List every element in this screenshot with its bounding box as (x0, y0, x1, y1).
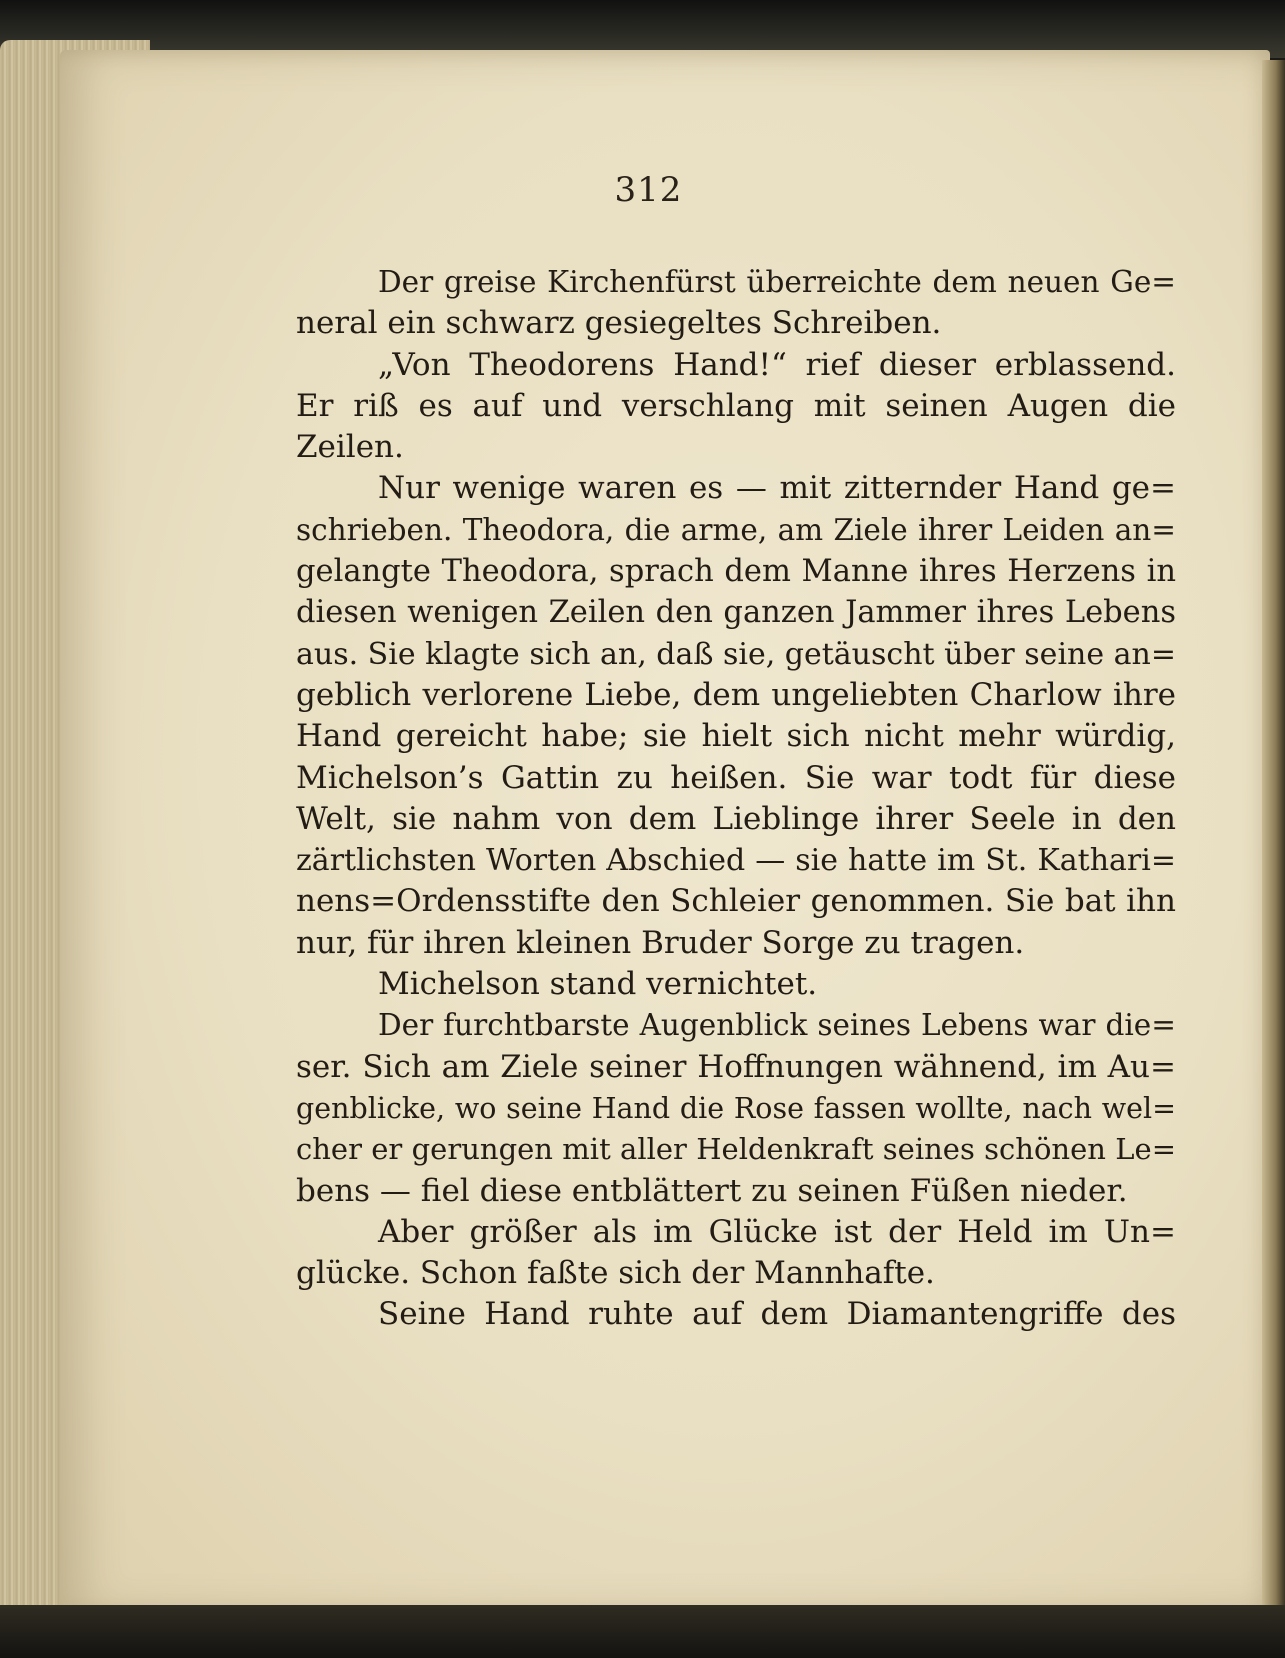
text-line: Zeilen. (296, 429, 404, 466)
text-line: bens — fiel diese entblättert zu seinen Füßen nieder. (296, 1172, 1128, 1209)
text-line: schrieben. Theodora, die arme, am Ziele ihrer Leiden an= (296, 512, 1176, 547)
text-line: gelangte Theodora, sprach dem Manne ihres Herzens in (296, 554, 1176, 590)
text-line: Er riß es auf und verschlang mit seinen Augen die (296, 387, 1176, 424)
text-line: Welt, sie nahm von dem Lieblinge ihrer Seele in den (296, 800, 1176, 837)
text-line: nens=Ordensstifte den Schleier genommen. Sie bat ihn (296, 883, 1176, 920)
text-line: zärtlichsten Worten Abschied — sie hatte im St. Kathari= (296, 843, 1176, 879)
text-line: cher er gerungen mit aller Heldenkraft seines schönen Le= (296, 1132, 1176, 1167)
text-line: Hand gereicht habe; sie hielt sich nicht mehr würdig, (296, 718, 1176, 755)
text-line: genblicke, wo seine Hand die Rose fassen wollte, nach wel= (296, 1091, 1176, 1125)
text-line: Michelson stand vernichtet. (378, 966, 818, 1003)
text-line: diesen wenigen Zeilen den ganzen Jammer ihres Lebens (296, 595, 1176, 631)
text-line: Michelson’s Gattin zu heißen. Sie war todt für diese (296, 759, 1176, 796)
text-line: geblich verlorene Liebe, dem ungeliebten Charlow ihre (296, 676, 1176, 713)
text-line: „Von Theodorens Hand!“ rief dieser erblassend. (378, 346, 1176, 383)
text-line: Aber größer als im Glücke ist der Held im Un= (378, 1213, 1176, 1250)
text-line: Nur wenige waren es — mit zitternder Hand ge= (378, 470, 1176, 507)
page-number: 312 (614, 170, 683, 210)
text-line: nur, für ihren kleinen Bruder Sorge zu tragen. (296, 924, 1025, 961)
body-text (296, 262, 1176, 1336)
text-line: ser. Sich am Ziele seiner Hoffnungen wähnend, im Au= (296, 1048, 1176, 1085)
page-gutter-shadow (1262, 60, 1285, 1605)
text-line: Der greise Kirchenfürst überreichte dem neuen Ge= (378, 265, 1176, 299)
text-line: neral ein schwarz gesiegeltes Schreiben. (296, 305, 942, 342)
text-line: glücke. Schon faßte sich der Mannhafte. (296, 1255, 935, 1292)
scan-bottom-border (0, 1605, 1285, 1658)
text-line: Seine Hand ruhte auf dem Diamantengriffe des (378, 1296, 1176, 1333)
text-line: aus. Sie klagte sich an, daß sie, getäuscht über seine an= (296, 636, 1176, 672)
text-line: Der furchtbarste Augenblick seines Lebens war die= (378, 1008, 1176, 1043)
